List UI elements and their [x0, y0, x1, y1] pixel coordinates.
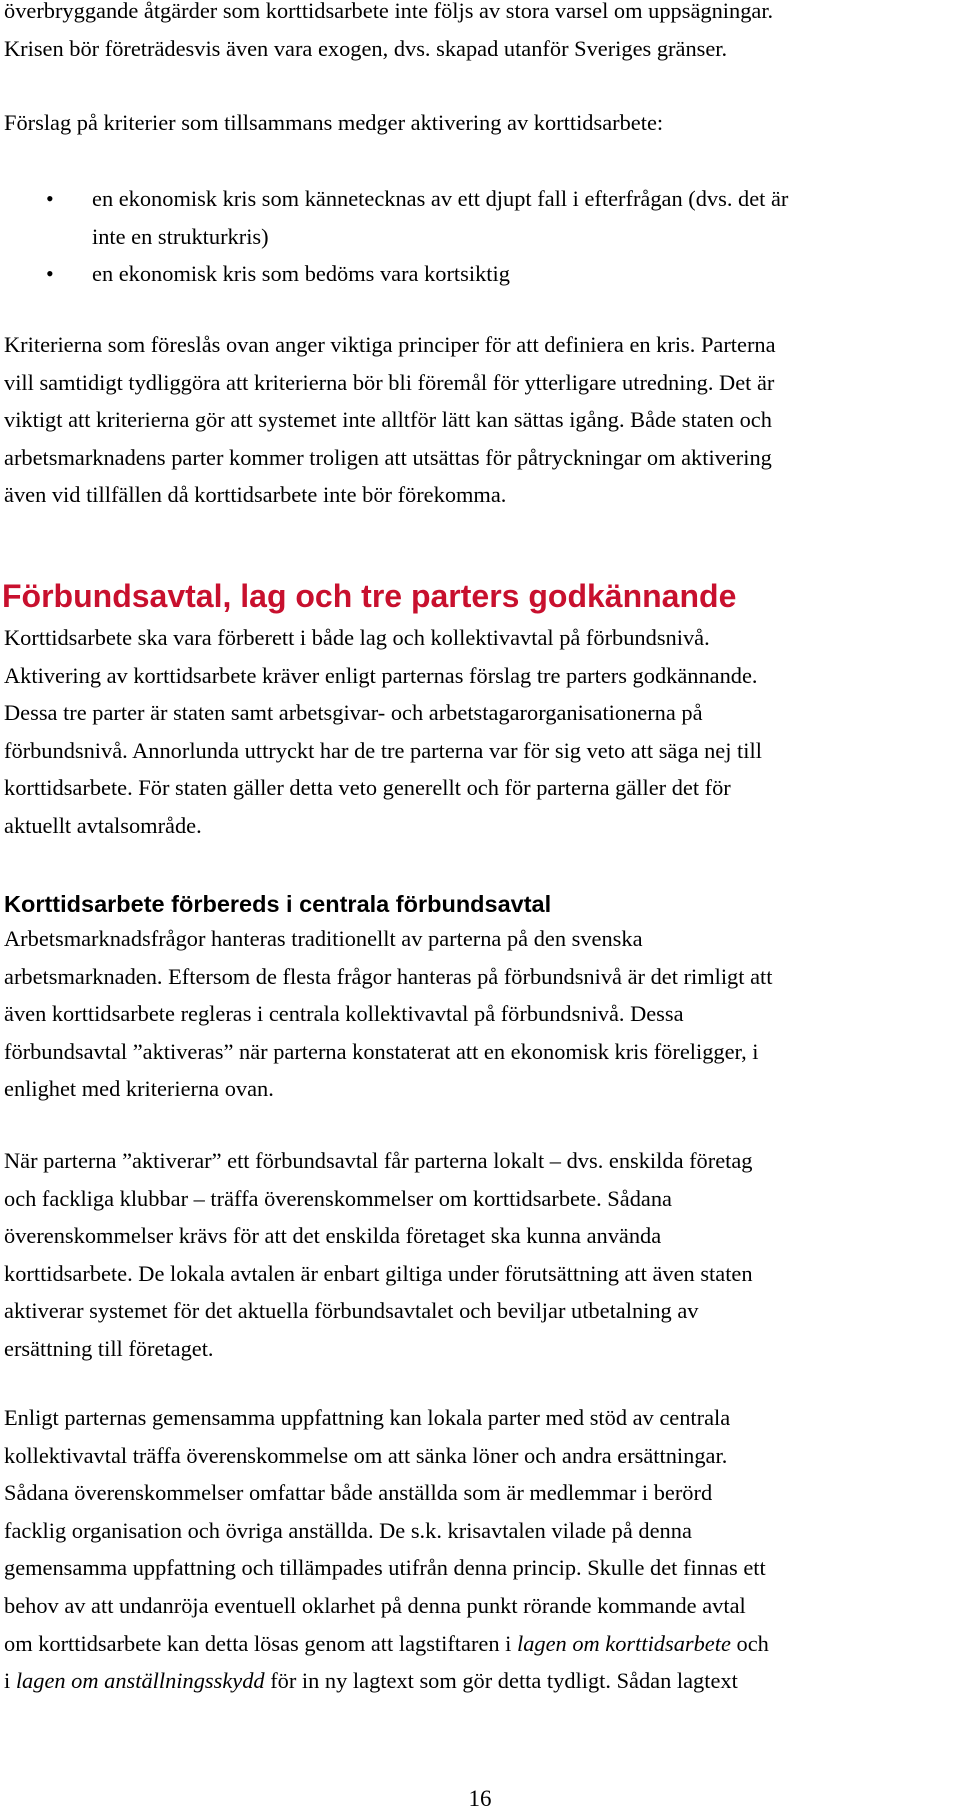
text-line: Arbetsmarknadsfrågor hanteras traditionellt av parterna på den svenska [4, 926, 643, 951]
text-line: kollektivavtal träffa överenskommelse om att sänka löner och andra ersättningar. [4, 1442, 728, 1468]
bullet-icon: • [46, 261, 54, 287]
text-line: facklig organisation och övriga anställda. De s.k. krisavtalen vilade på denna [4, 1517, 692, 1543]
text-line: överbryggande åtgärder som korttidsarbete inte följs av stora varsel om uppsägningar. [4, 0, 774, 23]
text-line: förbundsavtal ”aktiveras” när parterna konstaterat att en ekonomisk kris föreligger, i [4, 1038, 759, 1064]
text-line: vill samtidigt tydliggöra att kriterierna bör bli föremål för ytterligare utredning. Det är [4, 369, 775, 395]
text-line: viktigt att kriterierna gör att systemet inte alltför lätt kan sättas igång. Både staten och [4, 407, 772, 433]
text-line [4, 1662, 959, 1700]
law-reference: lagen om anställningsskydd [15, 1668, 265, 1694]
text-line: enlighet med kriterierna ovan. [4, 1076, 274, 1102]
text-run: för in ny lagtext som gör detta tydligt. Sådan lagtext [264, 1668, 738, 1694]
text-line: korttidsarbete. För staten gäller detta veto generellt och för parterna gäller det för [4, 775, 731, 801]
text-run: och [730, 1630, 769, 1656]
text-line: korttidsarbete. De lokala avtalen är enbart giltiga under förutsättning att även staten [4, 1260, 753, 1286]
text-line: Enligt parternas gemensamma uppfattning kan lokala parter med stöd av centrala [4, 1405, 731, 1430]
text-line: aktuellt avtalsområde. [4, 812, 202, 838]
section1-paragraph [4, 619, 959, 845]
text-line: ersättning till företaget. [4, 1335, 214, 1361]
list-item [0, 180, 960, 255]
text-line: även korttidsarbete regleras i centrala kollektivavtal på förbundsnivå. Dessa [4, 1001, 684, 1027]
criteria-list [0, 180, 960, 293]
text-line: gemensamma uppfattning och tillämpades utifrån denna princip. Skulle det finnas ett [4, 1555, 766, 1581]
text-line: Korttidsarbete ska vara förberett i både lag och kollektivavtal på förbundsnivå. [4, 625, 710, 650]
text-line: Kriterierna som föreslås ovan anger viktiga principer för att definiera en kris. Parterna [4, 332, 776, 357]
text-line: När parterna ”aktiverar” ett förbundsavtal får parterna lokalt – dvs. enskilda företag [4, 1148, 753, 1173]
section2-paragraph-3 [4, 1399, 959, 1700]
section2-paragraph-2 [4, 1142, 959, 1368]
page-number: 16 [468, 1786, 492, 1811]
text-line: arbetsmarknadens parter kommer troligen att utsättas för påtryckningar om aktivering [4, 444, 772, 470]
text-line: Aktivering av korttidsarbete kräver enligt parternas förslag tre parters godkännande. [4, 662, 758, 688]
text-line: även vid tillfällen då korttidsarbete inte bör förekomma. [4, 482, 507, 508]
text-line: Förslag på kriterier som tillsammans medger aktivering av korttidsarbete: [4, 110, 664, 135]
text-run: om korttidsarbete kan detta lösas genom att lagstiftaren i [4, 1630, 517, 1656]
criteria-intro [4, 104, 959, 142]
list-item [0, 255, 960, 293]
text-line: Krisen bör företrädesvis även vara exogen, dvs. skapad utanför Sveriges gränser. [4, 35, 728, 61]
section2-paragraph-1 [4, 920, 959, 1108]
text-line [4, 1625, 959, 1663]
text-run: i [4, 1668, 16, 1694]
text-line: en ekonomisk kris som kännetecknas av ett djupt fall i efterfrågan (dvs. det är [92, 186, 789, 211]
text-line: Sådana överenskommelser omfattar både anställda som är medlemmar i berörd [4, 1480, 713, 1506]
text-line: inte en strukturkris) [92, 223, 269, 249]
text-line: aktiverar systemet för det aktuella förbundsavtalet och beviljar utbetalning av [4, 1298, 699, 1324]
text-line: Dessa tre parter är staten samt arbetsgivar- och arbetstagarorganisationerna på [4, 700, 703, 726]
text-line: arbetsmarknaden. Eftersom de flesta frågor hanteras på förbundsnivå är det rimligt att [4, 963, 773, 989]
bullet-icon: • [46, 186, 54, 211]
subsection-heading: Korttidsarbete förbereds i centrala förbundsavtal [4, 891, 552, 917]
text-line: en ekonomisk kris som bedöms vara kortsiktig [92, 261, 510, 287]
text-line: och fackliga klubbar – träffa överenskommelser om korttidsarbete. Sådana [4, 1185, 672, 1211]
text-line: förbundsnivå. Annorlunda uttryckt har de tre parterna var för sig veto att säga nej till [4, 737, 762, 763]
text-line: behov av att undanröja eventuell oklarhet på denna punkt rörande kommande avtal [4, 1592, 746, 1618]
criteria-paragraph [4, 326, 959, 514]
law-reference: lagen om korttidsarbete [516, 1630, 731, 1656]
intro-paragraph [4, 0, 959, 67]
section-heading: Förbundsavtal, lag och tre parters godkännande [2, 578, 737, 614]
text-line: överenskommelser krävs för att det enskilda företaget ska kunna använda [4, 1223, 662, 1249]
